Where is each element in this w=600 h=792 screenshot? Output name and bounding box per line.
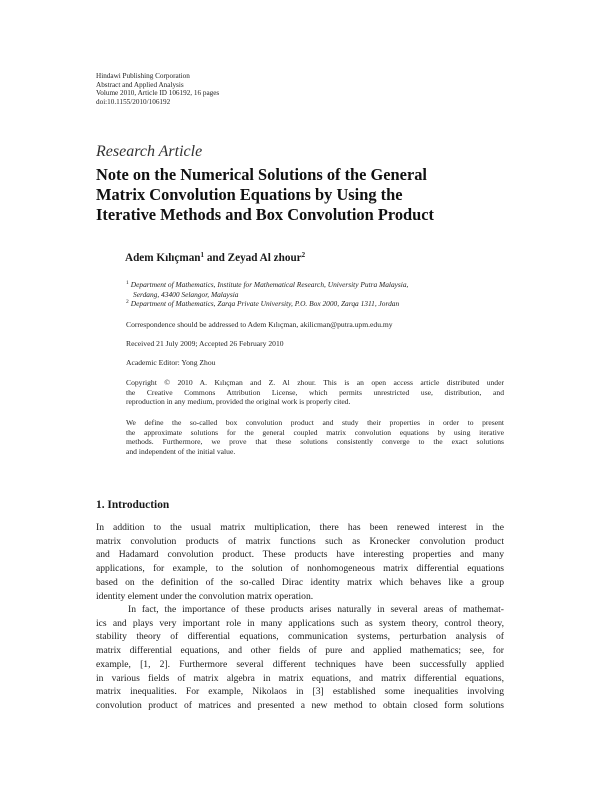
intro-paragraph-2 [96, 603, 504, 713]
body-line: in various fields of matrix algebra in matrix equations, and matrix differential equations, [96, 672, 504, 684]
intro-paragraph-1 [96, 521, 504, 603]
body-line: example, [1, 2]. Furthermore several different techniques have been successfully applied [96, 658, 504, 670]
body-line: and Hadamard convolution product. These products have interesting properties and many [96, 549, 504, 561]
author-conjunction: and [204, 252, 228, 264]
volume-info: Volume 2010, Article ID 106192, 16 pages [96, 89, 220, 98]
correspondence: Correspondence should be addressed to Adem Kılıçman, akilicman@putra.upm.edu.my [126, 320, 393, 329]
affiliation-marker: 2 [126, 299, 129, 305]
abstract-line: methods. Furthermore, we prove that these solutions consistently converge to the exact solutions [126, 437, 504, 447]
author-name: Zeyad Al zhour [227, 252, 302, 264]
affiliation-marker: 2 [301, 251, 306, 259]
body-line: In addition to the usual matrix multiplication, there has been renewed interest in the [96, 522, 504, 533]
body-line: stability theory of differential equations, communication systems, perturbation analysis of [96, 631, 504, 643]
author-list [125, 251, 305, 264]
section-title: Introduction [107, 499, 170, 511]
affiliation-marker: 1 [200, 251, 205, 259]
copyright-notice [126, 378, 504, 407]
body-line: In fact, the importance of these products arises naturally in several areas of mathemat- [128, 604, 504, 615]
publisher-name: Hindawi Publishing Corporation [96, 72, 190, 80]
section-heading [96, 499, 169, 511]
title-line: Iterative Methods and Box Convolution Product [96, 205, 434, 224]
journal-name: Abstract and Applied Analysis [96, 80, 184, 89]
received-accepted-dates: Received 21 July 2009; Accepted 26 February 2010 [126, 339, 284, 348]
copyright-line: Copyright © 2010 A. Kılıçman and Z. Al zhour. This is an open access article distributed under [126, 378, 504, 387]
body-line: applications, for example, to the solution of nonhomogeneous matrix differential equations [96, 563, 504, 575]
title-line: Matrix Convolution Equations by Using the [96, 185, 403, 204]
copyright-line: reproduction in any medium, provided the original work is properly cited. [126, 397, 351, 407]
abstract-line: the approximate solutions for the general coupled matrix convolution equations by using iterative [126, 427, 504, 437]
body-line: identity element under the convolution matrix operation. [96, 590, 314, 602]
section-number: 1. [96, 499, 105, 511]
affiliation-2 [126, 298, 506, 309]
body-line: based on the definition of the so-called Dirac identity matrix which behaves like a group [96, 576, 504, 588]
affiliation-text: Department of Mathematics, Institute for Mathematical Research, University Putra Malaysia, [130, 280, 409, 289]
body-line: convolution product of matrices and presented a new method to obtain closed form solutions [96, 699, 504, 711]
copyright-line: the Creative Commons Attribution License, which permits unrestricted use, distribution, and [126, 387, 504, 397]
author-name: Adem Kılıçman [125, 252, 201, 264]
body-line: matrix inequalities. For example, Nikolaos in [3] established some inequalities involving [96, 686, 504, 698]
abstract-line: We define the so-called box convolution product and study their properties in order to present [126, 418, 504, 427]
abstract [126, 418, 504, 456]
affiliation-text: Serdang, 43400 Selangor, Malaysia [133, 289, 239, 299]
body-line: ics and plays very important role in many applications such as system theory, control theory, [96, 617, 504, 629]
title-line: Note on the Numerical Solutions of the General [96, 165, 427, 184]
affiliation-text: Department of Mathematics, Zarqa Private University, P.O. Box 2000, Zarqa 1311, Jordan [130, 299, 400, 308]
body-line: matrix convolution products of matrix functions such as Kronecker convolution product [96, 535, 504, 547]
affiliation-1 [126, 279, 506, 299]
academic-editor: Academic Editor: Yong Zhou [126, 358, 216, 367]
paper-title [96, 165, 516, 225]
abstract-line: and independent of the initial value. [126, 446, 236, 456]
doi: doi:10.1155/2010/106192 [96, 97, 171, 106]
article-type: Research Article [96, 143, 203, 160]
affiliation-marker: 1 [126, 280, 129, 286]
journal-header [96, 72, 219, 106]
body-line: matrix differential equations, and other fields of pure and applied mathematics; see, for [96, 645, 504, 657]
